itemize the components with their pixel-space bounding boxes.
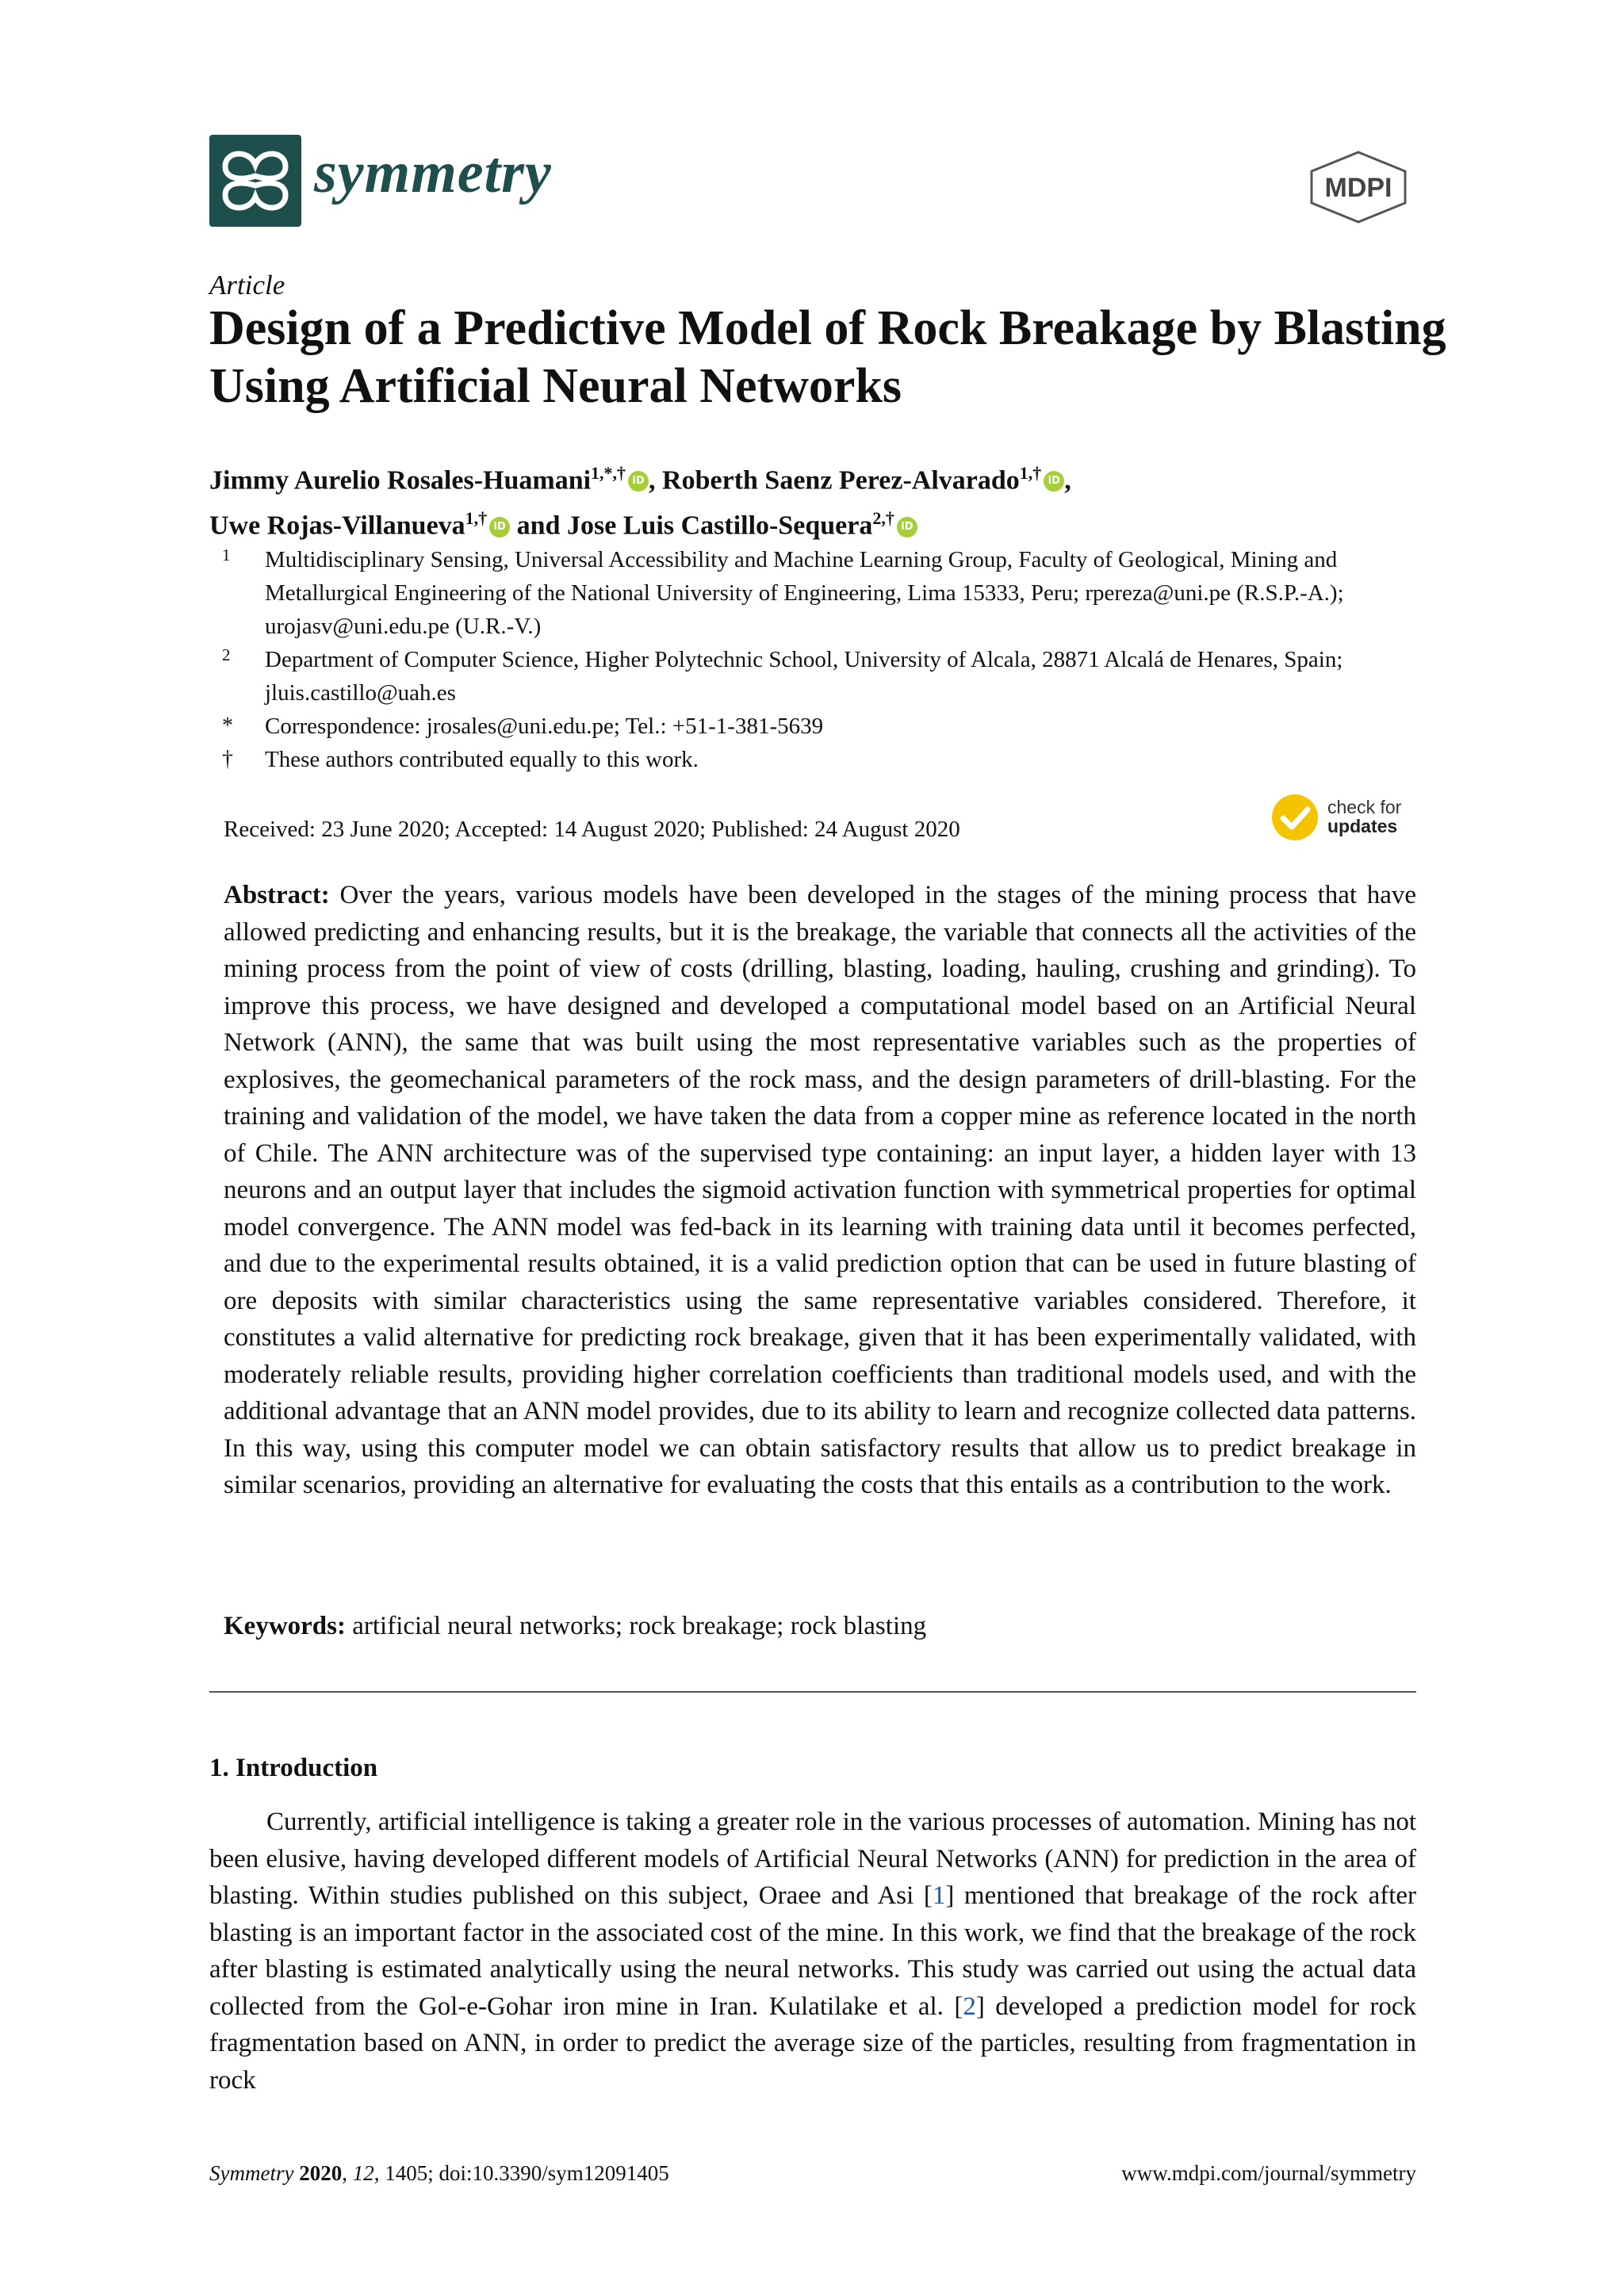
citation-link[interactable]: 1 — [932, 1881, 946, 1910]
affiliation-text: These authors contributed equally to this work. — [265, 747, 699, 772]
abstract-label: Abstract: — [224, 881, 330, 909]
intro-text: ] developed a prediction model for rock fragmentation based on ANN, in order to predict the average size of the particles, resulting from fragmentation in rock — [209, 1992, 1416, 2095]
footer-year: 2020 — [299, 2161, 343, 2185]
footer-doi: , 1405; doi:10.3390/sym12091405 — [373, 2161, 669, 2185]
orcid-icon[interactable]: iD — [489, 517, 510, 538]
author-sup: 2,† — [872, 508, 894, 529]
author-separator: and — [510, 511, 567, 541]
journal-name: symmetry — [314, 140, 552, 205]
article-type: Article — [209, 270, 285, 300]
orcid-icon[interactable]: iD — [628, 471, 649, 492]
footer-citation: Symmetry 2020, 12, 1405; doi:10.3390/sym12091405 — [209, 2161, 669, 2185]
affiliation-mark: * — [222, 714, 233, 738]
affiliations — [222, 543, 1443, 776]
affiliation-mark: † — [222, 747, 233, 771]
check-for-updates-label — [1327, 798, 1401, 836]
page-title: Design of a Predictive Model of Rock Breakage by Blasting Using Artificial Neural Networks — [209, 301, 1446, 413]
affiliation-mark: 2 — [222, 645, 231, 664]
affiliation-item — [222, 743, 1443, 776]
footer-url[interactable]: www.mdpi.com/journal/symmetry — [1121, 2161, 1416, 2185]
author-separator: , — [1064, 465, 1071, 496]
author-name: Roberth Saenz Perez-Alvarado — [662, 465, 1020, 496]
author-sup: 1,† — [1019, 463, 1042, 483]
author-sup: 1,*,† — [591, 463, 626, 483]
affiliation-text: Multidisciplinary Sensing, Universal Accessibility and Machine Learning Group, Faculty of Geological, Mining and Metallurgical Engineering of the National University of Engineering, Lima 15333, Peru; rpereza@uni.pe (R.S.P.-A.); urojasv@uni.edu.pe (U.R.-V.) — [265, 547, 1344, 639]
intro-text: Currently, artificial intelligence is taking a greater role in the various processes of automation. Mining has not been elusive, having developed different models of Artificial Neural Networks (ANN) for prediction in the area of blasting. Within studies published on this subject, Oraee and Asi [ — [209, 1808, 1416, 1910]
section-divider — [209, 1691, 1416, 1693]
affiliation-item — [222, 710, 1443, 743]
keywords — [224, 1612, 1416, 1641]
author-name: Jose Luis Castillo-Sequera — [567, 511, 873, 541]
abstract — [224, 877, 1416, 1504]
affiliation-mark: 1 — [222, 545, 231, 564]
author-list — [209, 454, 1446, 545]
footer-volume: 12 — [352, 2161, 374, 2185]
publication-dates: Received: 23 June 2020; Accepted: 14 August 2020; Published: 24 August 2020 — [224, 817, 960, 842]
keywords-text: artificial neural networks; rock breakage; rock blasting — [352, 1612, 927, 1640]
introduction-paragraph — [209, 1804, 1416, 2099]
orcid-icon[interactable]: iD — [1044, 471, 1064, 492]
journal-logo-icon — [209, 135, 301, 227]
affiliation-text: Department of Computer Science, Higher Polytechnic School, University of Alcala, 28871 Alcalá de Henares, Spain; jluis.castillo@uah.es — [265, 647, 1343, 706]
affiliation-text: Correspondence: jrosales@uni.edu.pe; Tel.: +51-1-381-5639 — [265, 714, 824, 739]
citation-link[interactable]: 2 — [963, 1992, 976, 2021]
affiliation-item — [222, 543, 1443, 643]
intro-text: ] mentioned that breakage of the rock after blasting is an important factor in the associated cost of the mine. In this work, we find that the breakage of the rock after blasting is estimated analytically using the neural networks. This study was carried out using the actual data collected from the Gol-e-Gohar iron mine in Iran. Kulatilake et al. [ — [209, 1881, 1417, 2021]
mdpi-logo-text: MDPI — [1324, 173, 1392, 203]
author-separator: , — [649, 465, 663, 496]
author-name: Jimmy Aurelio Rosales-Huamani — [209, 465, 592, 496]
keywords-label: Keywords: — [224, 1612, 346, 1640]
check-updates-line1: check for — [1327, 797, 1402, 817]
abstract-text: Over the years, various models have been developed in the stages of the mining process that have allowed predicting and enhancing results, but it is the breakage, the variable that connects all the activities of the mining process from the point of view of costs (drilling, blasting, loading, hauling, crushing and grinding). To improve this process, we have designed and developed a computational model based on an Artificial Neural Network (ANN), the same that was built using the most representative variables such as the properties of explosives, the geomechanical parameters of the rock mass, and the design parameters of drill-blasting. For the training and validation of the model, we have taken the data from a copper mine as reference located in the north of Chile. The ANN architecture was of the supervised type containing: an input layer, a hidden layer with 13 neurons and an output layer that includes the sigmoid activation function with symmetrical properties for optimal model convergence. The ANN model was fed-back in its learning with training data until it becomes perfected, and due to the experimental results obtained, it is a valid prediction option that can be used in future blasting of ore deposits with similar characteristics using the same representative variables considered. Therefore, it constitutes a valid alternative for predicting rock breakage, given that it has been experimentally validated, with moderately reliable results, providing higher correlation coefficients than traditional models used, and with the additional advantage that an ANN model provides, due to its ability to learn and recognize collected data patterns. In this way, using this computer model we can obtain satisfactory results that allow us to predict breakage in similar scenarios, providing an alternative for evaluating the costs that this entails as a contribution to the work. — [224, 881, 1417, 1499]
footer-journal: Symmetry — [209, 2161, 294, 2185]
affiliation-item — [222, 643, 1443, 710]
check-updates-line2: updates — [1327, 816, 1398, 836]
section-heading: 1. Introduction — [209, 1754, 378, 1782]
mdpi-logo-icon — [1300, 149, 1416, 225]
orcid-icon[interactable]: iD — [897, 517, 917, 538]
author-name: Uwe Rojas-Villanueva — [209, 511, 465, 541]
check-for-updates-button[interactable] — [1272, 794, 1423, 844]
check-mark-icon — [1272, 794, 1318, 840]
author-sup: 1,† — [465, 508, 488, 529]
